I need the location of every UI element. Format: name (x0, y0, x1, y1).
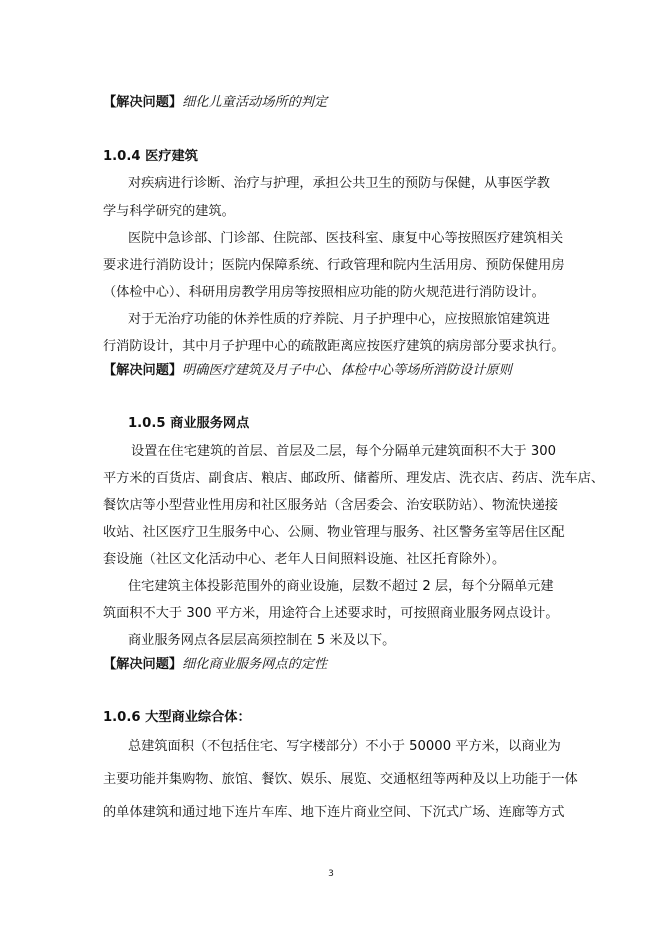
paragraph-line: 套设施（社区文化活动中心、老年人日间照料设施、社区托育除外）。 (103, 552, 506, 567)
issue-label: 【解决问题】 (103, 363, 183, 378)
issue-note-1-0-5 (103, 656, 561, 674)
paragraph-line: 的单体建筑和通过地下连片车库、地下连片商业空间、下沉式广场、连廊等方式 (103, 805, 565, 820)
paragraph-line: 住宅建筑主体投影范围外的商业设施，层数不超过 2 层，每个分隔单元建 (128, 579, 554, 594)
section-heading-1-0-4: 1.0.4 医疗建筑 (103, 149, 198, 164)
issue-note-1-0-3 (103, 94, 561, 112)
paragraph-line: 总建筑面积（不包括住宅、写字楼部分）不小于 50000 平方米，以商业为 (128, 739, 561, 754)
section-heading-1-0-5: 1.0.5 商业服务网点 (128, 416, 250, 431)
issue-text: 明确医疗建筑及月子中心、体检中心等场所消防设计原则 (182, 363, 512, 378)
paragraph-line: 设置在住宅建筑的首层、首层及二层，每个分隔单元建筑面积不大于 300 (131, 444, 556, 459)
page-number: 3 (328, 869, 334, 879)
paragraph-line: 筑面积不大于 300 平方米，用途符合上述要求时，可按照商业服务网点设计。 (103, 606, 559, 621)
issue-text: 细化儿童活动场所的判定 (182, 95, 328, 110)
paragraph-line: 餐饮店等小型营业性用房和社区服务站（含居委会、治安联防站）、物流快递接 (103, 498, 558, 513)
issue-note-1-0-4 (103, 362, 561, 380)
paragraph-line: 收站、社区医疗卫生服务中心、公厕、物业管理与服务、社区警务室等居住区配 (103, 525, 565, 540)
paragraph-line: 学与科学研究的建筑。 (103, 204, 235, 219)
paragraph-line: 主要功能并集购物、旅馆、餐饮、娱乐、展览、交通枢纽等两种及以上功能于一体 (103, 772, 578, 787)
paragraph-line: 平方米的百货店、副食店、粮店、邮政所、储蓄所、理发店、洗衣店、药店、洗车店、 (103, 471, 605, 486)
issue-text: 细化商业服务网点的定性 (182, 657, 328, 672)
paragraph-line: 要求进行消防设计；医院内保障系统、行政管理和院内生活用房、预防保健用房 (103, 258, 565, 273)
paragraph-line: （体检中心）、科研用房教学用房等按照相应功能的防火规范进行消防设计。 (103, 285, 545, 300)
issue-label: 【解决问题】 (103, 657, 183, 672)
paragraph-line: 行消防设计，其中月子护理中心的疏散距离应按医疗建筑的病房部分要求执行。 (103, 339, 565, 354)
paragraph-line: 对疾病进行诊断、治疗与护理，承担公共卫生的预防与保健，从事医学教 (128, 176, 550, 191)
issue-label: 【解决问题】 (103, 95, 183, 110)
section-heading-1-0-6: 1.0.6 大型商业综合体： (103, 710, 251, 725)
paragraph-line: 商业服务网点各层层高须控制在 5 米及以下。 (128, 633, 396, 648)
paragraph-line: 对于无治疗功能的休养性质的疗养院、月子护理中心，应按照旅馆建筑进 (128, 312, 550, 327)
paragraph-line: 医院中急诊部、门诊部、住院部、医技科室、康复中心等按照医疗建筑相关 (128, 231, 564, 246)
